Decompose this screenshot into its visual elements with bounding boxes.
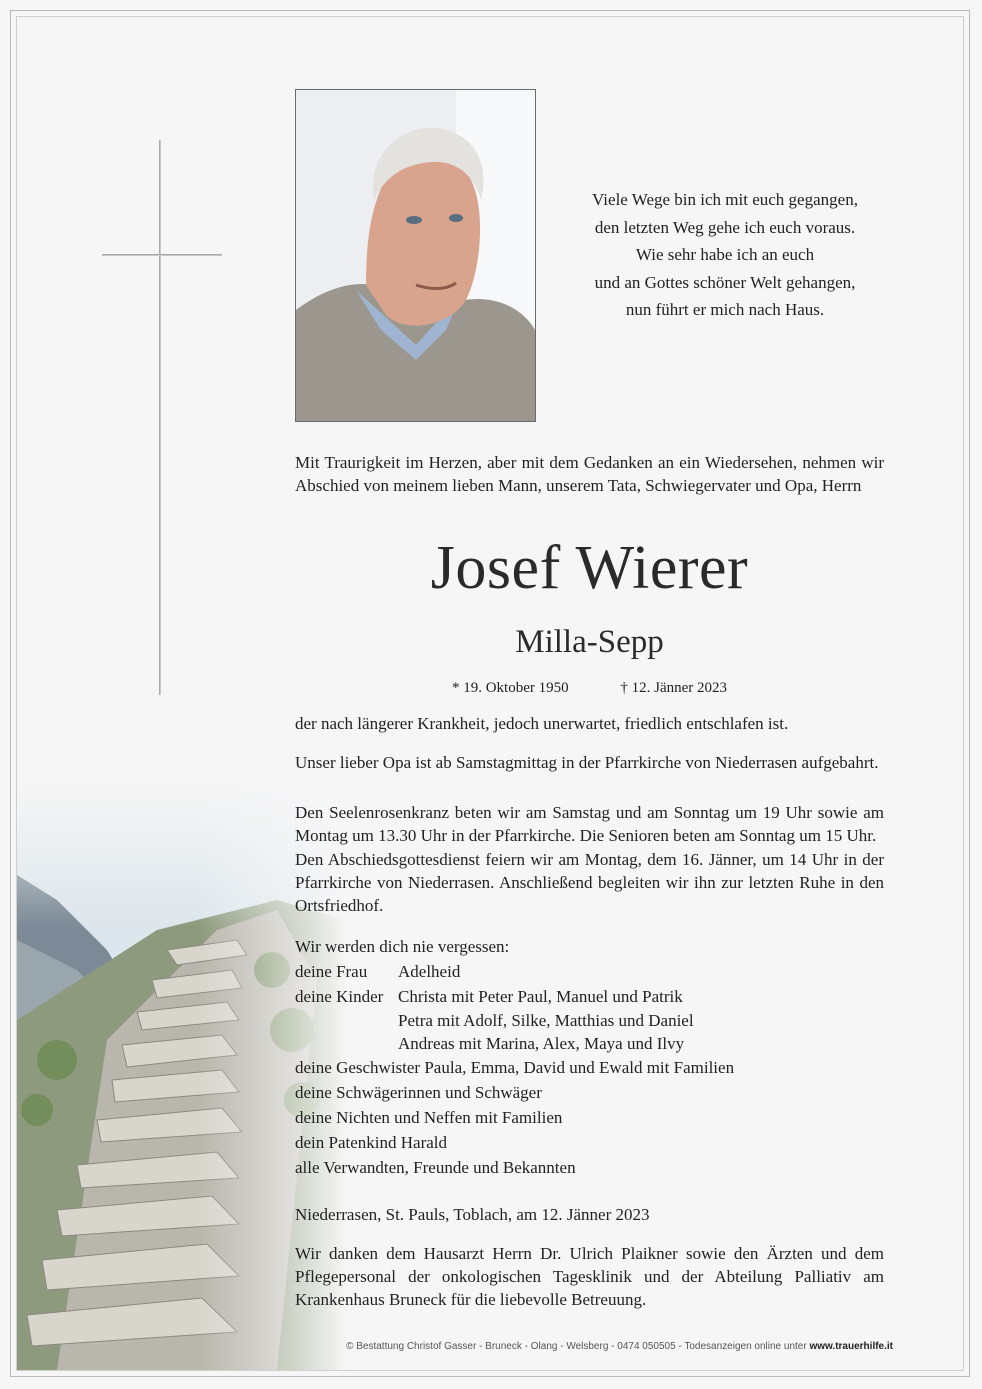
deceased-name: Josef Wierer [430, 534, 749, 602]
mourner-names: Adelheid [398, 962, 461, 981]
mourner-row: dein Patenkind Harald [295, 1133, 448, 1152]
poem-line: den letzten Weg gehe ich euch voraus. [594, 217, 856, 237]
portrait-illustration [296, 90, 535, 421]
portrait-photo [295, 89, 536, 422]
life-dates [295, 677, 884, 699]
mourner-names: Christa mit Peter Paul, Manuel und Patrik [398, 987, 683, 1006]
birth-date: * 19. Oktober 1950 [451, 680, 569, 696]
footer-link[interactable]: www.trauerhilfe.it [809, 1341, 893, 1352]
mourner-names: Andreas mit Marina, Alex, Maya und Ilvy [398, 1034, 685, 1053]
mourner-names: Petra mit Adolf, Silke, Matthias und Daniel [398, 1011, 694, 1030]
cross-vertical-beam [159, 140, 161, 695]
aufbahrung-text: Unser lieber Opa ist ab Samstagmittag in der Pfarrkirche von Niederrasen aufgebahrt. [295, 753, 879, 772]
place-date: Niederrasen, St. Pauls, Toblach, am 12. Jänner 2023 [295, 1205, 650, 1224]
mourner-row: deine Schwägerinnen und Schwäger [295, 1083, 542, 1102]
death-date: † 12. Jänner 2023 [620, 680, 728, 696]
mourner-row [295, 1009, 884, 1032]
footer-text: © Bestattung Christof Gasser - Bruneck - Olang - Welsberg - 0474 050505 - Todesanzeigen online unter [346, 1341, 807, 1352]
deceased-nickname: Milla-Sepp [515, 624, 664, 660]
mourner-row [295, 1032, 884, 1055]
passed-text: der nach längerer Krankheit, jedoch unerwartet, friedlich entschlafen ist. [295, 714, 789, 733]
poem-line: Viele Wege bin ich mit euch gegangen, [592, 190, 858, 209]
mourner-row: alle Verwandten, Freunde und Bekannten [295, 1158, 576, 1177]
gottesdienst-text: Den Abschiedsgottesdienst feiern wir am Montag, dem 16. Jänner, um 14 Uhr in der Pfarrkirche von Niederrasen. Anschließend begleiten wir ihn zur letzten Ruhe in den Ortsfriedhof. [295, 850, 884, 915]
poem-line: Wie sehr habe ich an euch [635, 245, 815, 264]
mourner-row [295, 959, 884, 984]
poem [580, 186, 870, 324]
mourners-heading: Wir werden dich nie vergessen: [295, 937, 510, 956]
mourner-label: deine Frau [295, 962, 368, 981]
poem-line: und an Gottes schöner Welt gehangen, [594, 272, 856, 292]
thanks-text: Wir danken dem Hausarzt Herrn Dr. Ulrich Plaikner sowie den Ärzten und dem Pflegepersonal der onkologischen Tagesklinik und der Abteilung Palliativ am Krankenhaus Bruneck für die liebevolle Betreuung. [295, 1244, 884, 1309]
footer [295, 1341, 893, 1352]
rosenkranz-text: Den Seelenrosenkranz beten wir am Samstag und am Sonntag um 19 Uhr sowie am Montag um 13.30 Uhr in der Pfarrkirche. Die Senioren beten am Sonntag um 15 Uhr. [295, 803, 884, 845]
intro-text: Mit Traurigkeit im Herzen, aber mit dem Gedanken an ein Wiedersehen, nehmen wir Abschied von meinem lieben Mann, unserem Tata, Schwiegervater und Opa, Herrn [295, 453, 884, 495]
poem-line: nun führt er mich nach Haus. [625, 300, 825, 319]
mourner-row: deine Geschwister Paula, Emma, David und Ewald mit Familien [295, 1058, 735, 1077]
mourner-row: deine Nichten und Neffen mit Familien [295, 1108, 563, 1127]
mourner-label: deine Kinder [295, 987, 384, 1006]
mourners-list [295, 934, 884, 1180]
cross-horizontal-beam [102, 254, 222, 256]
mourner-row [295, 984, 884, 1009]
